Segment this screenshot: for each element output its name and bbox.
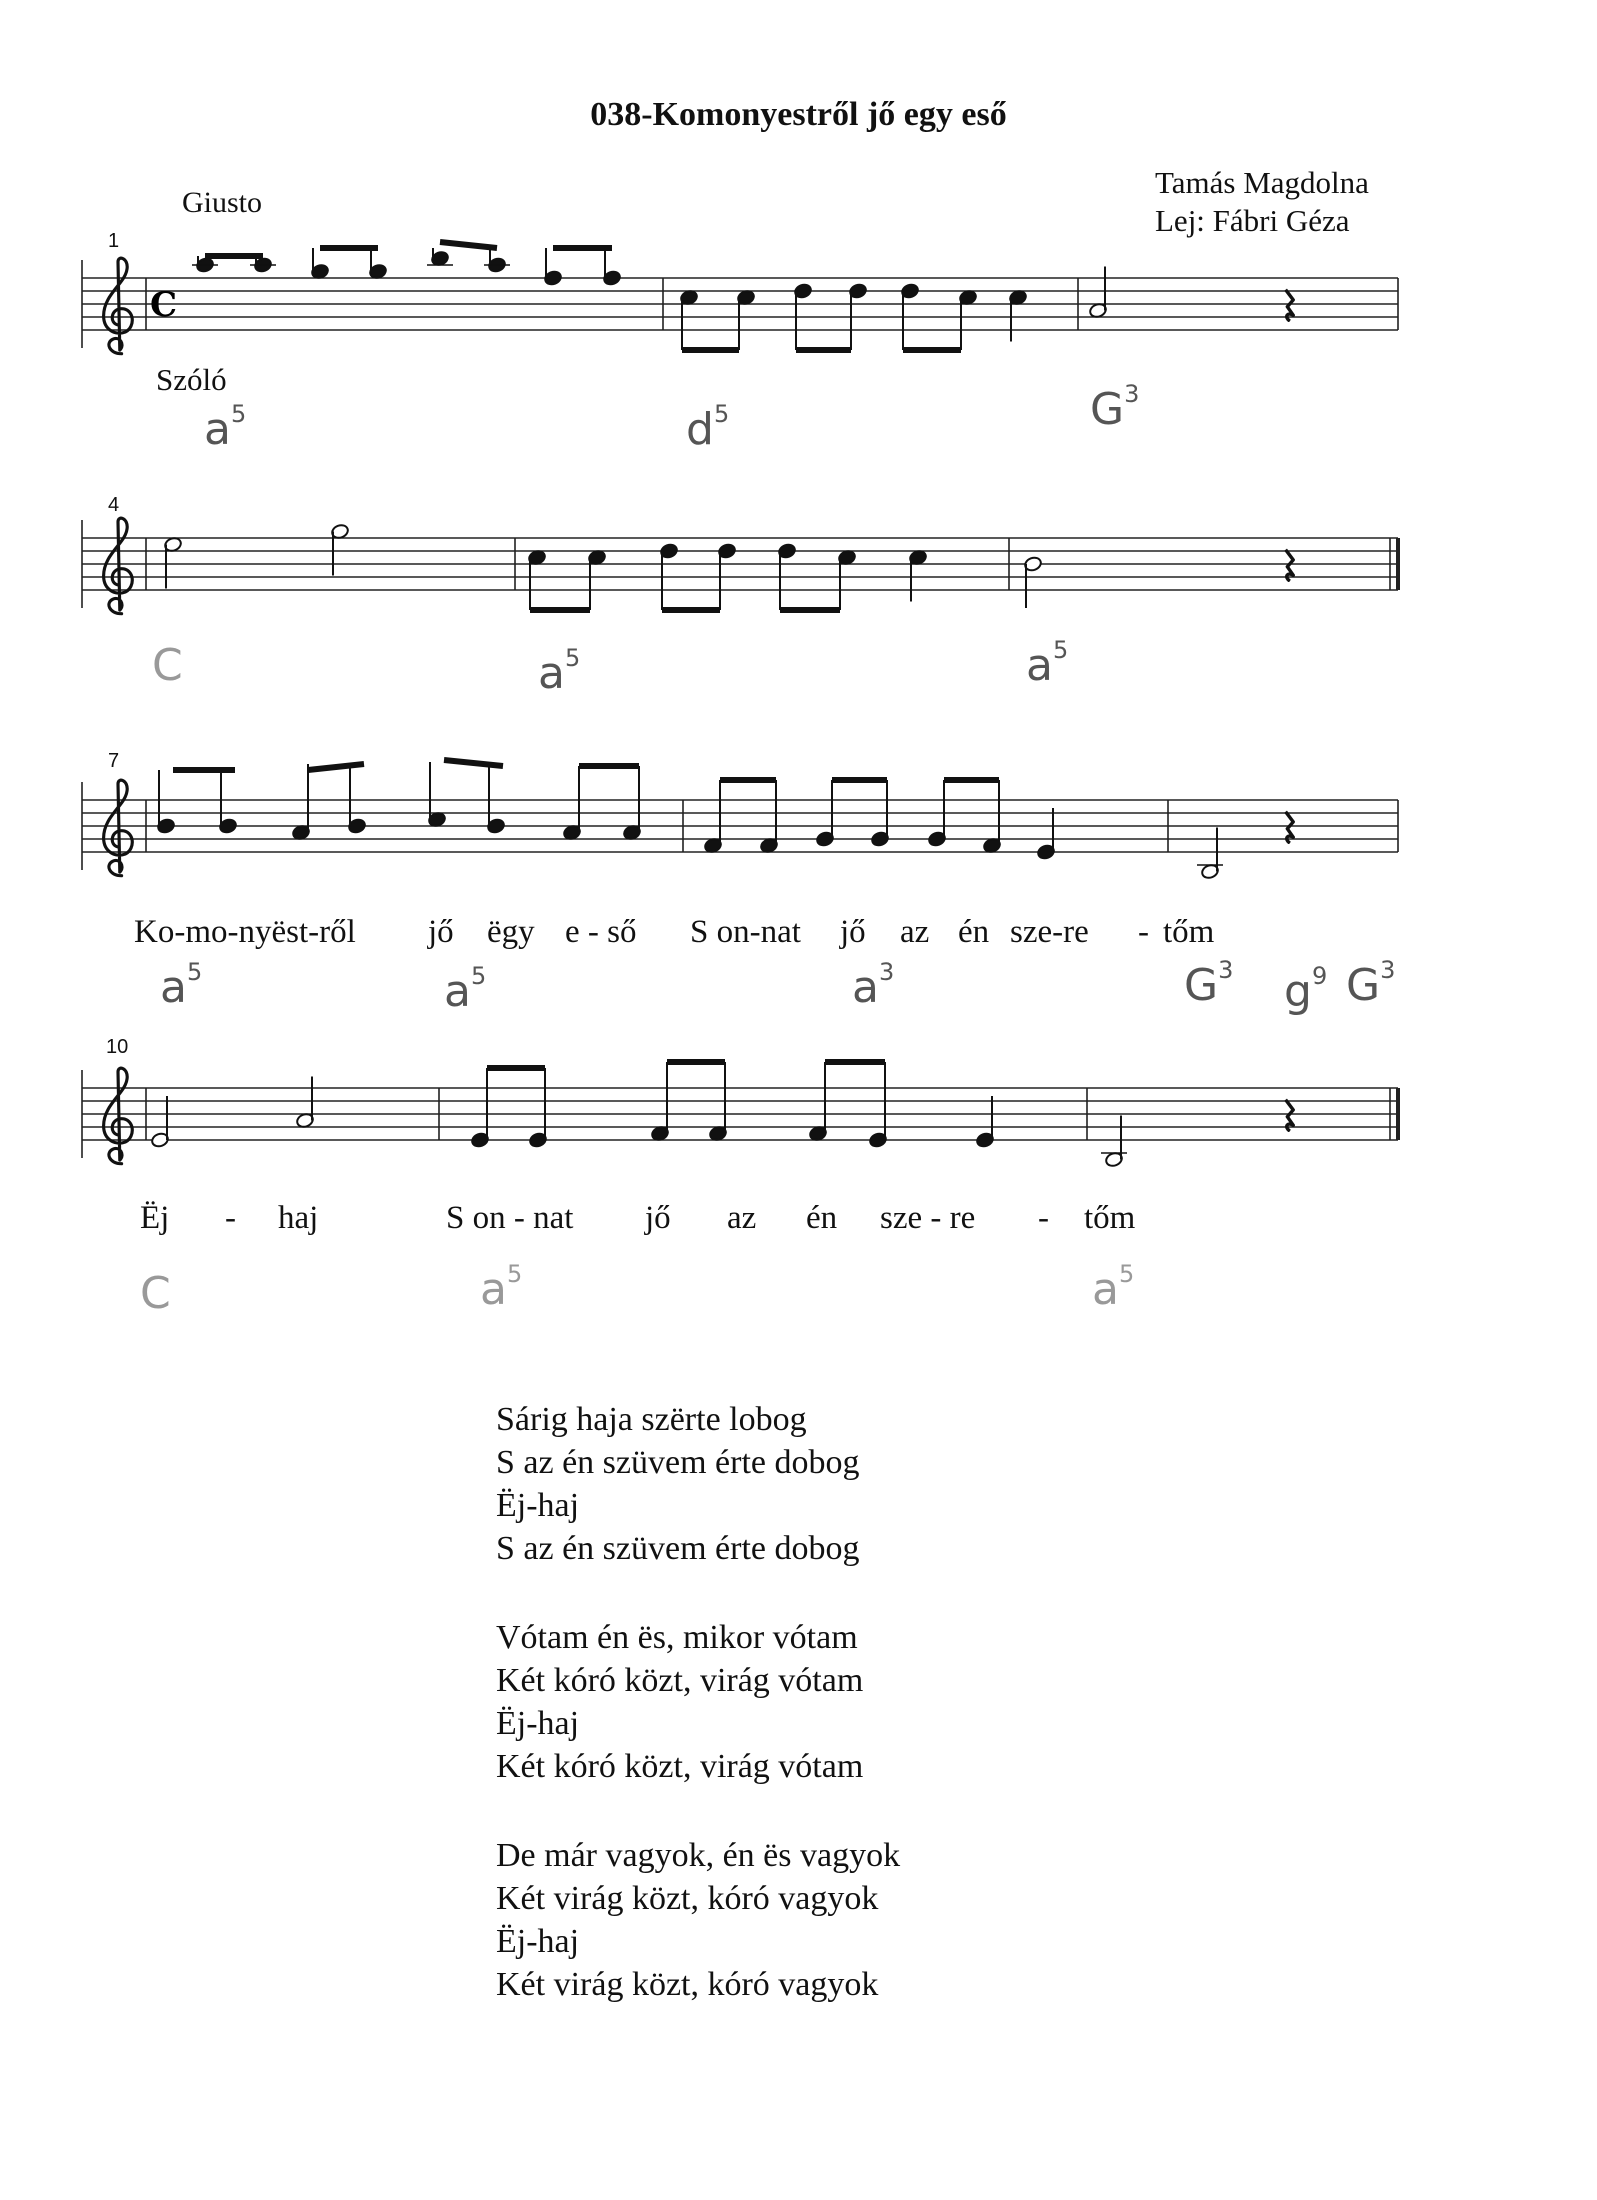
chord-symbol: $a^5$	[444, 962, 487, 1017]
chord-symbol: $a^3$	[852, 958, 895, 1013]
chord-symbol: $g^9$	[1284, 962, 1328, 1017]
lyric-syllable: S on - nat	[446, 1200, 574, 1236]
verse-line: Két kóró közt, virág vótam	[496, 1662, 864, 1699]
verse-1	[496, 1398, 860, 1570]
measure-number: 4	[108, 494, 120, 516]
verse-3	[496, 1834, 900, 2006]
chord-symbol: $a^5$	[480, 1260, 523, 1315]
lyric-syllable: e - ső	[565, 914, 637, 950]
chord-symbol: $G^3$	[1090, 380, 1140, 435]
lyric-syllable: ëgy	[487, 914, 535, 950]
treble-clef-icon	[104, 258, 133, 354]
measure-number: 10	[106, 1036, 129, 1058]
lyric-syllable: sze-re	[1010, 914, 1089, 950]
verse-line: Sárig haja szërte lobog	[496, 1401, 807, 1438]
chord-symbol: $a^5$	[1092, 1260, 1135, 1315]
verse-line: Ëj-haj	[496, 1487, 580, 1524]
time-signature: C	[150, 285, 178, 325]
lyric-syllable: tőm	[1163, 914, 1215, 950]
chord-symbol: C	[140, 1268, 171, 1319]
lyric-syllable: az	[900, 914, 930, 950]
verse-line: Két virág közt, kóró vagyok	[496, 1880, 879, 1917]
verse-line: Ëj-haj	[496, 1923, 580, 1960]
song-title: 038-Komonyestről jő egy eső	[590, 96, 1007, 133]
lyric-syllable: -	[1138, 914, 1149, 950]
measure-number: 7	[108, 750, 120, 772]
lyric-syllable: S on-nat	[690, 914, 801, 950]
lyric-syllable: Ko-mo-nyëst-ről	[134, 914, 356, 950]
lyric-syllable: tőm	[1084, 1200, 1136, 1236]
beam	[308, 764, 364, 770]
verse-2	[496, 1616, 863, 1788]
chord-symbol: $a^5$	[538, 644, 581, 699]
lyric-syllable: Ëj	[140, 1200, 170, 1236]
chord-symbol: $a^5$	[1026, 636, 1069, 691]
treble-clef-icon	[104, 780, 133, 876]
lyric-syllable: én	[958, 914, 990, 950]
verse-line: S az én szüvem érte dobog	[496, 1444, 860, 1481]
tempo-marking: Giusto	[182, 186, 263, 219]
measure-number: 1	[108, 230, 120, 252]
chord-symbol: C	[152, 640, 183, 691]
composer-name: Tamás Magdolna	[1155, 165, 1369, 200]
lyric-syllable: -	[1038, 1200, 1049, 1236]
treble-clef-icon	[104, 1068, 133, 1164]
lyric-syllable: -	[225, 1200, 236, 1236]
chord-symbol: $a^5$	[160, 958, 203, 1013]
beam	[444, 760, 503, 766]
lyric-syllable: sze - re	[880, 1200, 976, 1236]
lyric-syllable: én	[806, 1200, 838, 1236]
verse-line: Vótam én ës, mikor vótam	[496, 1619, 858, 1656]
verse-line: S az én szüvem érte dobog	[496, 1530, 860, 1567]
chord-symbol: $G^3$	[1184, 956, 1234, 1011]
verse-line: Ëj-haj	[496, 1705, 580, 1742]
chord-symbol: $G^3$	[1346, 956, 1396, 1011]
chord-symbol: $d^5$	[686, 400, 730, 455]
solo-label: Szóló	[156, 362, 227, 397]
verse-line: Két kóró közt, virág vótam	[496, 1748, 864, 1785]
treble-clef-icon	[104, 518, 133, 614]
lyric-syllable: haj	[278, 1200, 319, 1236]
beam	[440, 242, 497, 248]
lyric-syllable: jő	[645, 1200, 671, 1236]
lyric-syllable: az	[727, 1200, 757, 1236]
verse-line: Két virág közt, kóró vagyok	[496, 1966, 879, 2003]
lyric-syllable: jő	[840, 914, 866, 950]
chord-symbol: $a^5$	[204, 400, 247, 455]
lyricist-credit: Lej: Fábri Géza	[1155, 203, 1350, 238]
lyric-syllable: jő	[428, 914, 454, 950]
verse-line: De már vagyok, én ës vagyok	[496, 1837, 901, 1874]
